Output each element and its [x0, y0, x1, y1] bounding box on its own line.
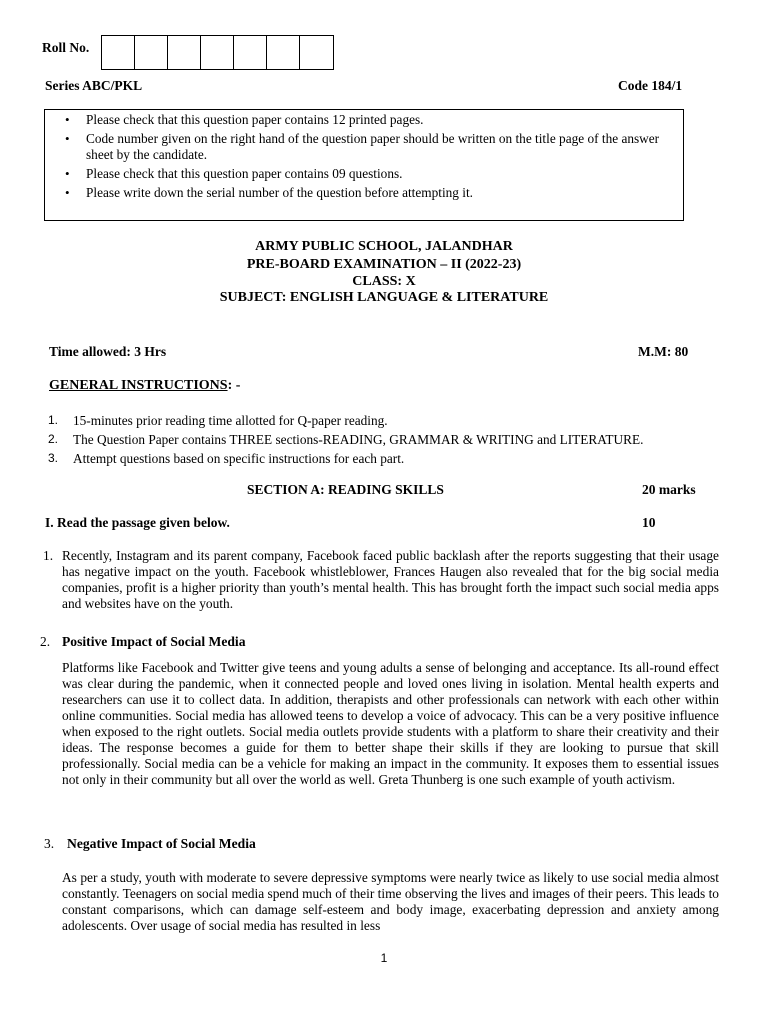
instruction-text: The Question Paper contains THREE sections-READING, GRAMMAR & WRITING and LITERATURE. [73, 432, 644, 447]
roll-number-box [201, 36, 234, 69]
max-marks: M.M: 80 [638, 344, 689, 359]
roll-number-box [234, 36, 267, 69]
page-number: 1 [380, 951, 388, 965]
positive-impact-heading: Positive Impact of Social Media [62, 634, 246, 649]
roll-number-label: Roll No. [42, 40, 90, 55]
question-1-marks: 10 [642, 515, 656, 530]
roll-number-box [267, 36, 300, 69]
section-a-title: SECTION A: READING SKILLS [247, 482, 444, 497]
notice-item: • Please write down the serial number of the question before attempting it. [65, 185, 675, 201]
paragraph-number: 2. [40, 634, 51, 649]
roll-number-boxes [101, 35, 334, 70]
roll-number-box [135, 36, 168, 69]
instruction-number: 1. [48, 413, 59, 427]
class-title: CLASS: X [352, 274, 416, 289]
roll-number-box [168, 36, 201, 69]
roll-number-box [102, 36, 135, 69]
instruction-text: Attempt questions based on specific instructions for each part. [73, 451, 405, 466]
instruction-item [48, 430, 748, 449]
negative-impact-heading: Negative Impact of Social Media [67, 836, 256, 851]
school-name: ARMY PUBLIC SCHOOL, JALANDHAR [255, 239, 513, 254]
notice-item: • Please check that this question paper contains 09 questions. [65, 166, 675, 182]
notice-item: • Code number given on the right hand of the question paper should be written on the title page of the answer sheet by the candidate. [65, 131, 675, 163]
instruction-list [48, 411, 748, 468]
paragraph-number: 1. [43, 548, 54, 563]
passage-paragraph-3: As per a study, youth with moderate to severe depressive symptoms were nearly twice as likely to use social media almost constantly. Teenagers on social media spend much of their time observing the lives and images of their peers. This leads to constant comparisons, which can damage self-esteem and body image, exacerbating depression and anxiety among adolescents. Over usage of social media has resulted in less [62, 870, 719, 933]
time-allowed: Time allowed: 3 Hrs [49, 344, 167, 359]
instruction-text: 15-minutes prior reading time allotted for Q-paper reading. [73, 413, 388, 428]
question-1-label: I. Read the passage given below. [45, 515, 230, 530]
section-a-marks: 20 marks [642, 482, 696, 497]
instruction-number: 3. [48, 451, 59, 465]
general-instructions-heading [49, 378, 240, 394]
subject-title: SUBJECT: ENGLISH LANGUAGE & LITERATURE [219, 290, 549, 305]
instruction-item [48, 449, 748, 468]
passage-paragraph-1: Recently, Instagram and its parent company, Facebook faced public backlash after the reports suggesting that their usage has negative impact on the youth. Facebook whistleblower, Frances Haugen also revealed that for the big social media companies, profit is a higher priority than youth’s mental health. This has brought forth the impact such social media apps and websites have on the youth. [62, 548, 719, 611]
notice-item: • Please check that this question paper contains 12 printed pages. [65, 112, 675, 128]
series-code: Series ABC/PKL [45, 78, 143, 93]
general-instructions-suffix: : - [227, 378, 241, 393]
notice-box [44, 109, 684, 221]
general-instructions-label: GENERAL INSTRUCTIONS [49, 378, 228, 393]
exam-title: PRE-BOARD EXAMINATION – II (2022-23) [246, 257, 522, 272]
instruction-number: 2. [48, 432, 59, 446]
paragraph-number: 3. [44, 836, 55, 851]
notice-list [65, 112, 675, 204]
passage-paragraph-2: Platforms like Facebook and Twitter give teens and young adults a sense of belonging and acceptance. Its all-round effect was clear during the pandemic, when it connected people and loved ones living in isolation. Mental health experts and researchers can use it to collect data. In addition, therapists and other professionals can network with each other within online communities. Social media has allowed teens to develop a voice of advocacy. This can be a very positive influence when exposed to the right outlets. Social media outlets provide students with a platform to share their creativity and their ideas. The response becomes a guide for them to better shape their skills if they are looking to pursue that skill professionally. Social media can be a vehicle for making an impact in the community. It exposes them to essential issues not only in their community but all over the world as well. Greta Thunberg is one such example of youth activism. [62, 660, 719, 787]
instruction-item [48, 411, 748, 430]
paper-code: Code 184/1 [618, 78, 683, 93]
roll-number-box [300, 36, 333, 69]
